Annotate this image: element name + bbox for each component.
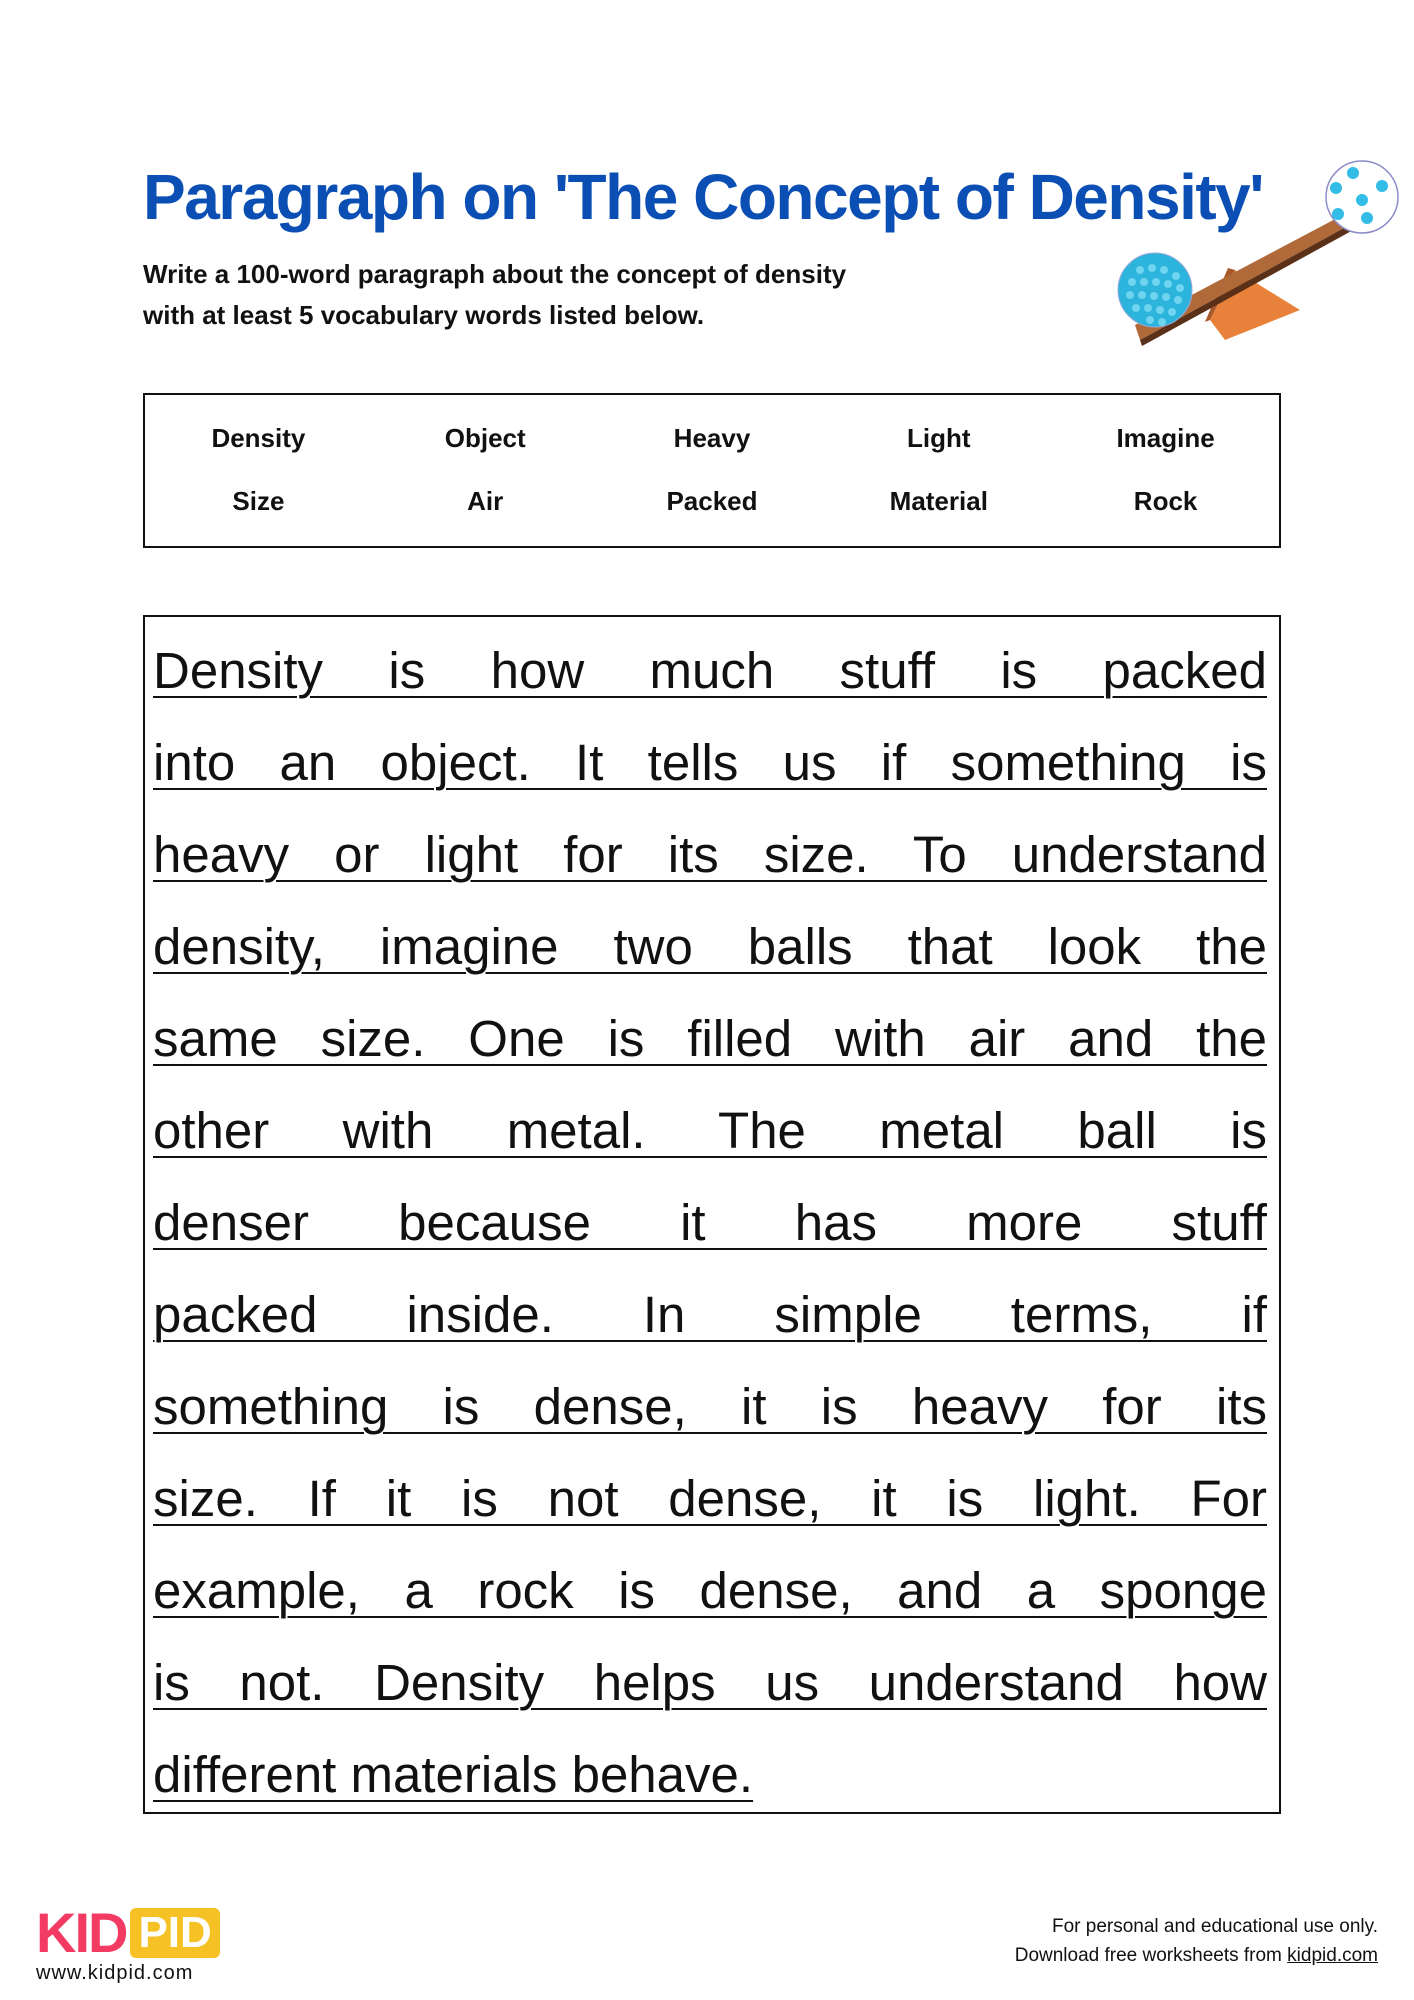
paragraph-line: size. If it is not dense, it is light. For [153, 1470, 1267, 1527]
seesaw-density-illustration [1100, 140, 1410, 360]
paragraph-box [143, 615, 1281, 1814]
paragraph-line: is not. Density helps us understand how [153, 1654, 1267, 1711]
instructions-line: Write a 100-word paragraph about the concept of density [143, 259, 847, 289]
vocabulary-box [143, 393, 1281, 548]
footer-note [1015, 1912, 1378, 1970]
paragraph-line: denser because it has more stuff [153, 1194, 1267, 1251]
instructions [143, 254, 846, 336]
vocabulary-row [145, 423, 1279, 454]
paragraph-line: other with metal. The metal ball is [153, 1102, 1267, 1159]
vocabulary-row [145, 486, 1279, 517]
page-title: Paragraph on 'The Concept of Density' [143, 161, 1263, 233]
kidpid-logo [36, 1900, 220, 1965]
paragraph-line: packed inside. In simple terms, if [153, 1286, 1267, 1343]
vocab-word: Material [889, 486, 988, 516]
vocab-word: Size [232, 486, 285, 516]
paragraph-line: density, imagine two balls that look the [153, 918, 1267, 975]
paragraph-line: same size. One is filled with air and the [153, 1010, 1267, 1067]
footer-note-line [1015, 1941, 1378, 1970]
paragraph-line: different materials behave. [153, 1746, 754, 1803]
vocab-word: Heavy [673, 423, 751, 453]
paragraph-line: something is dense, it is heavy for its [153, 1378, 1267, 1435]
vocab-word: Imagine [1116, 423, 1215, 453]
vocab-word: Packed [666, 486, 758, 516]
footer-note-text: Download free worksheets from [1014, 1945, 1288, 1966]
paragraph-line: into an object. It tells us if something is [153, 734, 1267, 791]
light-ball-icon [1326, 161, 1398, 233]
logo-pid: PID [130, 1908, 219, 1958]
instructions-line: with at least 5 vocabulary words listed below. [143, 300, 705, 330]
kidpid-link[interactable]: kidpid.com [1287, 1945, 1378, 1966]
paragraph-line: example, a rock is dense, and a sponge [153, 1562, 1267, 1619]
paragraph-line: Density is how much stuff is packed [153, 642, 1267, 699]
vocab-word: Rock [1133, 486, 1198, 516]
vocab-word: Density [211, 423, 306, 453]
dense-ball-icon [1118, 253, 1192, 327]
vocab-word: Object [444, 423, 526, 453]
vocab-word: Air [467, 486, 504, 516]
footer-note-line: For personal and educational use only. [1051, 1916, 1378, 1937]
website-label: www.kidpid.com [36, 1962, 194, 1984]
vocab-word: Light [907, 423, 971, 453]
paragraph-line: heavy or light for its size. To understand [153, 826, 1267, 883]
logo-kid: KID [36, 1901, 127, 1964]
